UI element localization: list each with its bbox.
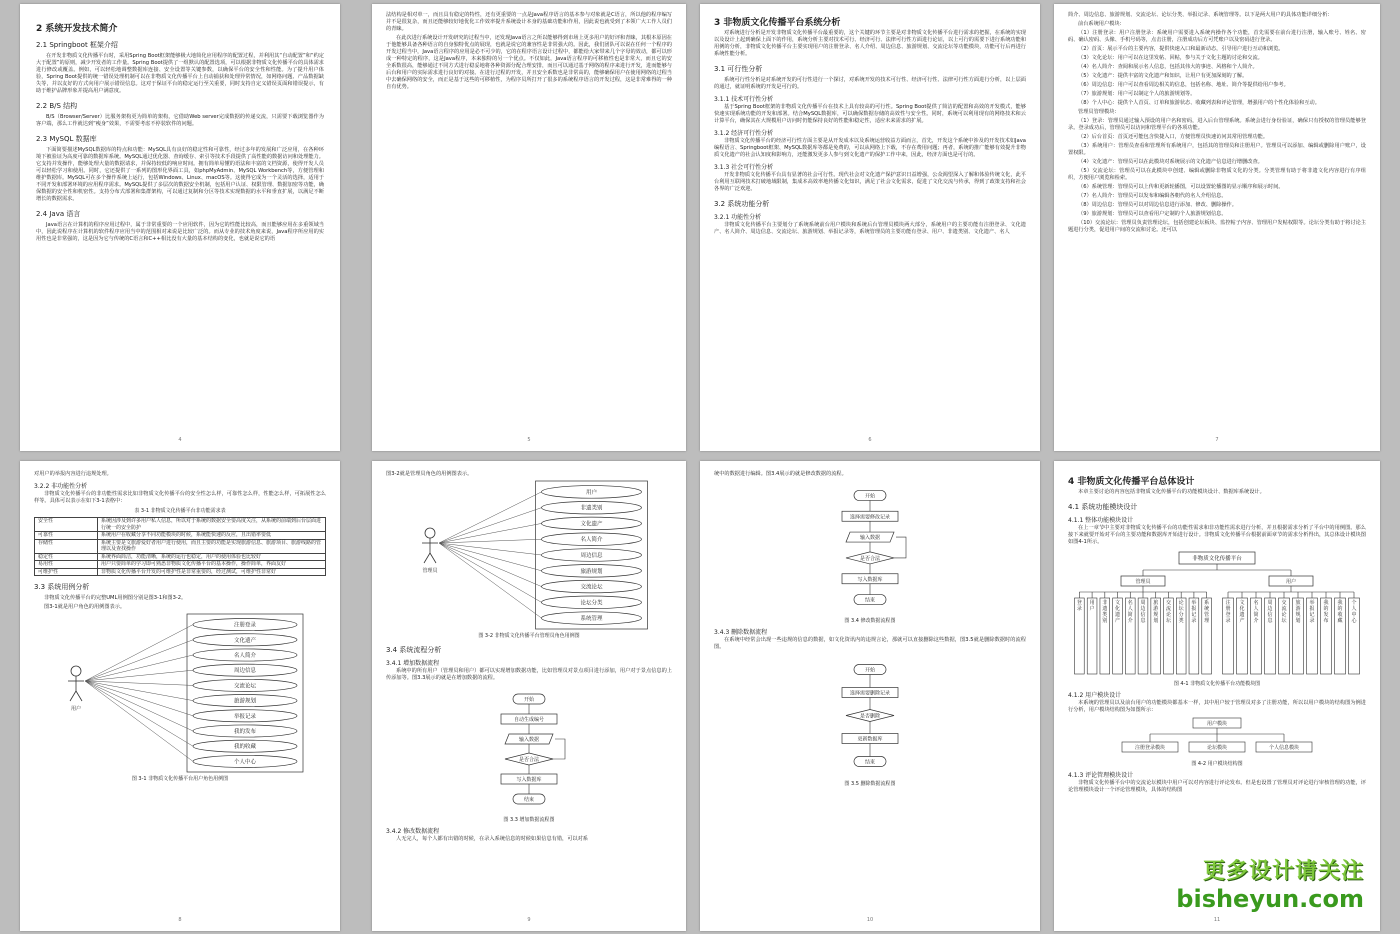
association-line: [439, 543, 542, 602]
figure-caption: 图 4-2 用户模块结构图: [1191, 761, 1243, 767]
association-line: [439, 492, 542, 543]
flow-label: 开始: [523, 697, 535, 703]
table-caption: 表 3-1 非物质文化传播平台非功能需求表: [134, 508, 226, 514]
usecase-label: 旅游规划: [233, 698, 257, 705]
table-cell-description: 系统用户在收藏分享不同功能模块的时候，系统能快速的反应，且出错率要低: [98, 532, 326, 540]
mini-leaf-label: 论坛模块: [1206, 745, 1228, 751]
list-paragraph: （3）系统用户：管理员查看和管理所有系统用户，包括其的管理员和注册用户。管理员可以添加、编辑或删除用户账户，设置权限。: [1068, 143, 1366, 156]
document-page-7: [700, 461, 1040, 931]
list-paragraph: （8）周边信息：管理员可以对周边信息进行添加、修改、删除操作。: [1078, 202, 1237, 208]
page-number: 5: [527, 437, 531, 443]
usecase-label: 交流论坛: [580, 584, 603, 591]
association-line: [439, 508, 542, 543]
list-paragraph: （7）名人简介：管理员可以发布和编辑各朝代的名人介绍信息。: [1078, 193, 1227, 199]
actor-leg: [76, 691, 82, 701]
usecase-label: 论坛分类: [580, 600, 603, 607]
section-title: 3.1 可行性分析: [714, 65, 763, 73]
table-cell-description: 系统界面简洁，功能清晰，系统的运行也稳定，用户的使用体验也比较好: [98, 553, 326, 561]
page-number: 4: [178, 437, 182, 443]
table-row: [35, 539, 326, 553]
flow-label: 结束: [864, 597, 876, 604]
module-figure: [1068, 548, 1366, 678]
tree-leaf-label: 举报记录: [1309, 600, 1315, 624]
flow-label: 是否合法: [859, 555, 881, 562]
figure-caption: 图 3.5 删除数据流程图: [844, 781, 896, 787]
association-line: [439, 543, 542, 587]
tree-leaf-label: 周边信息: [1267, 600, 1273, 624]
association-line: [439, 539, 542, 543]
figure-caption: 图 3-2 非物质文化传播平台管理员角色用例图: [478, 633, 580, 639]
usecase-label: 系统管理: [580, 616, 603, 623]
tree-leaf-label: 登录: [1076, 600, 1082, 612]
paragraph: 统中的数据进行编辑。图3.4展示的就是修改数据的流程。: [714, 471, 847, 477]
usecase-label: 个人中心: [233, 759, 257, 766]
list-paragraph: （1）注册登录：用户注册登录：系统用户需要进入系统内操作各个功能，首先需要在前台进行注册，输入账号、姓名、密码、确认密码、头像、手机号码等，点击注册，注册成功后方可凭账户以及密码进行登录。: [1068, 30, 1366, 43]
chapter-title: 2 系统开发技术简介: [36, 24, 118, 34]
flow-label: 输入数据: [518, 737, 540, 743]
usecase-label: 名人简介: [580, 537, 603, 544]
list-paragraph: （1）登录：管理员通过输入预设的用户名和密码，进入后台管理系统。系统会进行身份验证，确保只有授权的管理员能够登录。登录成功后，管理员可以访问和管理平台的各项功能。: [1068, 118, 1366, 131]
list-paragraph: 简介、周边信息、旅游规划、交流论坛、论坛分类、举报记录、系统管理等。以下是两大用户的具体功能详细分析：: [1068, 12, 1333, 18]
flow-label: 结束: [523, 797, 535, 803]
paragraph: 图3-2就是管理员角色的用例图表示。: [386, 471, 473, 477]
paragraph: 在上一章节中主要对非物质文化传播平台的功能性需求和非功能性需求进行分析，并且根据需求分析了平台中的用例图。那么接下来就要开始对平台的主要功能和数据库开始进行设计。非物质文化传播平台根据前面章节的需求分析得出，其总体设计模块图如图4-1所示。: [1068, 525, 1366, 545]
usecase-label: 举报记录: [233, 713, 257, 720]
list-paragraph: （5）文化遗产：提供丰富的文化遗产和知识，让用户有更加深刻的了解。: [1078, 73, 1248, 79]
tree-leaf-label: 周边信息: [1140, 600, 1146, 624]
paragraph: 对系统进行分析是开发非物质文化传播平台最重要的，这个关键的环节主要是对非物质文化传播平台进行需求的把握，在系统的实现以及设计上起到确保上面下的作用，系统分析主要对技术可行、经济可行、法律可行性方面进行论证，以上可行的需要下进行系统功能和用例的分析，非物质文化传播平台主要实现用户的注册登录、名人介绍、周边信息、旅游规划、交流论坛等功能模块，功能可行后再进行系统性能分析。: [714, 30, 1026, 57]
association-line: [85, 681, 193, 716]
flow-loop: [894, 537, 906, 558]
usecase-label: 周边信息: [233, 668, 257, 675]
table-cell-attribute: 可靠性: [35, 532, 98, 540]
list-paragraph: 管理员管理模块：: [1078, 109, 1120, 115]
add-data-flowchart: [459, 684, 599, 814]
requirements-table: [34, 517, 326, 576]
paragraph: 非物质文化传播平台的完整UML用例图分别是图3-1和图3-2。: [44, 595, 187, 601]
association-line: [85, 681, 193, 685]
list-paragraph: （6）系统管理：管理员可以上传和更新轮播图，可以设置轮播图的显示顺序和展示时间。: [1078, 184, 1284, 190]
subsection-title: 3.4.1 增加数据流程: [386, 660, 440, 667]
tree-root-label: 非物质文化传播平台: [1192, 556, 1242, 562]
paragraph: 非物质文化传播平台的经济可行性方面主要是从开发成本以及系统运营收益方面而言，首先，开发这个系统中涉及的开发技术如Java编程语言、Springboot框架、MySQL数据库等都是免费的，可以从网络上下载，不存在费用问题；再者，系统的推广能够有效提升非物质文化遗产的社会认知度和影响力，还能激发更多人参与到文化遗产的保护工作中来，因此，经济方面也是可行的。: [714, 138, 1026, 158]
chapter-title: 3 非物质文化传播平台系统分析: [714, 18, 841, 28]
list-paragraph: （6）周边信息：用户可以查看周边相关的信息，包括名称、地址、简介等提供给用户参考。: [1078, 82, 1289, 88]
user-module-figure: [1068, 716, 1366, 758]
list-paragraph: （4）名人简介：查阅和展示名人信息，包括其伟大的事迹、风格和个人简介。: [1078, 64, 1258, 70]
page-number: 7: [1215, 437, 1219, 443]
watermark-line1: 更多设计请关注: [1202, 859, 1364, 884]
usecase-label: 用户: [585, 489, 598, 496]
table-cell-attribute: 易用性: [35, 561, 98, 569]
usecase-label: 名人简介: [233, 653, 257, 659]
tree-leaf-label: 旅游规划: [1295, 600, 1301, 624]
flow-label: 自动生成编号: [513, 717, 545, 723]
subsection-title: 3.1.2 经济可行性分析: [714, 130, 774, 137]
list-paragraph: （9）旅游规划：管理员可以查看用户定制的个人旅游规划信息。: [1078, 211, 1227, 217]
document-page-3: [700, 4, 1040, 451]
table-row: [35, 553, 326, 561]
figure-caption: 图 3.4 修改数据流程图: [844, 618, 896, 624]
subsection-title: 3.1.3 社会可行性分析: [714, 164, 774, 171]
paragraph: 基于Spring Boot框架的非物质文化传播平台在技术上具有较高的可行性。Spring Boot提供了简洁的配置和高效的开发模式，能够快速实现系统功能的开发和部署。结合MySQL数据库，可以确保数据存储的高效性与安全性。同时，系统可以利用现有的网络技术和云计算平台，确保其在大规模用户访问时仍能保持良好的性能和稳定性，适应未来需求的扩展。: [714, 104, 1026, 124]
list-paragraph: （8）个人中心：提供个人首页、订单和旅游状态、收藏列表和评论管理，增强用户的个性化体验和互动。: [1078, 100, 1320, 106]
flow-label: 选择需要修改记录: [849, 514, 891, 521]
add-flow-figure: [386, 684, 672, 814]
user-module-diagram: [1117, 716, 1317, 758]
mini-root-label: 用户模块: [1206, 721, 1228, 727]
admin-usecase-diagram: [404, 480, 654, 630]
admin-usecase-figure: [386, 480, 672, 630]
paragraph: Java语言在计算机的程序应用过程中，属于非常重要的一个应用软件，因为它的性能比较高，而且能够应用在多重领域当中，因此说程序在计算机的软件程序应用当中的范围相对来说是比较广泛的。而从专业的技术角度来说，Java程序所应用的实用性也是非常强的，这是因为它与传统的C语言和C++相比没有大量的基本结构的变化，也就是说它的语: [36, 222, 324, 242]
subsection-title: 3.4.2 修改数据流程: [386, 828, 440, 835]
list-paragraph: （2）首页：展示平台的主要内容，提供快速入口和最新动态，引导用户进行互动和浏览。: [1078, 46, 1284, 52]
table-cell-attribute: 安全性: [35, 518, 98, 532]
tree-branch-label: 管理员: [1135, 579, 1151, 585]
flow-label: 是否删除: [859, 713, 881, 720]
paragraph: 在系统中经常会出现一些违规的信息的数据，如文化资讯内的违规言论，那就可以直接删除这些数据，图3.5就是删除数据时的流程图。: [714, 637, 1026, 650]
document-page-4: [1054, 4, 1380, 451]
table-row: [35, 568, 326, 576]
function-list: [1068, 12, 1366, 234]
paragraph: 非物质文化传播平台的非功能性需求比如非物质文化传播平台的安全性怎么样，可靠性怎么样，性能怎么样，可拓展性怎么样等。具体可以表示在如下3-1表格中：: [34, 491, 326, 504]
association-line: [85, 681, 193, 731]
tree-branch-label: 用户: [1285, 579, 1297, 585]
section-title: 2.4 Java 语言: [36, 210, 81, 218]
table-row: [35, 518, 326, 532]
table-cell-attribute: 稳定性: [35, 553, 98, 561]
flow-label: 开始: [864, 667, 876, 674]
association-line: [85, 670, 193, 681]
document-page-1: [20, 4, 340, 451]
tree-leaf-label: 系统管理: [1204, 600, 1210, 624]
list-paragraph: （2）后台首页：首页还可能包含快捷入口，方便管理员快速访问其常用管理功能。: [1078, 134, 1269, 140]
subsection-title: 3.2.2 非功能性分析: [34, 483, 88, 490]
usecase-label: 文化遗产: [233, 637, 257, 644]
paragraph: 本系统的管理员以及前台用户的功能模块都基本一样，其中用户较于管理员对多了注册功能，所以以用户模块的结构图为例进行分析，用户模块结构图为如图所示：: [1068, 700, 1366, 713]
section-title: 3.2 系统功能分析: [714, 200, 770, 208]
subsection-title: 4.1.1 整体功能模块设计: [1068, 517, 1134, 524]
tree-leaf-label: 用户: [1089, 600, 1095, 612]
paragraph: 在开发非物质文化传播平台时，采用Spring Boot框架能够极大地简化应用程序的配置过程，并利用其“自动配置”和“约定大于配置”的原则，减少开发者的工作量。Spring Boot提供了一组默认的配置选项，可以根据非物质文化传播平台的具体需求进行修改或覆盖。例如，可以轻松地调整数据库连接、安全设置等关键参数，以确保平台的安全性和性能。为了提升用户体验，Spring Boot提供的统一错误处理机制可以在非物质文化传播平台上自动捕获和处理异常情况，如网络问题、产品数据缺失等，并以友好的方式向用户展示错误信息。这对于保证平台的稳定运行至关重要，同时支持自定义错误页面和错误提示，有助于维护品牌形象并提高用户满意度。: [36, 53, 324, 94]
tree-leaf-label: 名人简介: [1127, 600, 1133, 624]
document-page-5: [20, 461, 340, 931]
edit-data-flowchart: [800, 480, 940, 615]
list-paragraph: （5）交流论坛：管理员可以在此模块中创建、编辑或删除非物质文化的分类。分类管理有助于将非遗文化内容进行有序组织，方便用户浏览和检索。: [1068, 168, 1366, 181]
usecase-label: 交流论坛: [233, 683, 257, 690]
figure-caption: 图 3-1 非物质文化传播平台用户角色用例图: [131, 776, 229, 782]
module-tree-diagram: [1069, 548, 1365, 678]
usecase-label: 我的收藏: [233, 744, 257, 751]
section-title: 2.3 MySQL 数据库: [36, 135, 97, 143]
association-line: [85, 655, 193, 681]
association-line: [439, 543, 542, 618]
figure-caption: 图 4-1 非物质文化传播平台功能模块图: [1173, 681, 1261, 687]
section-title: 2.2 B/S 结构: [36, 102, 78, 110]
page-number: 6: [868, 437, 872, 443]
usecase-label: 注册登录: [233, 622, 257, 629]
delete-data-flowchart: [800, 653, 940, 778]
table-row: [35, 561, 326, 569]
list-paragraph: （10）交流论坛：管理员负责管理论坛，包括创建论坛板块、监控帖子内容、管理用户发帖权限等。论坛分类有助于将讨论主题进行分类，促进用户间的交流和讨论。还可以: [1068, 220, 1366, 233]
tree-leaf-label: 旅游规划: [1153, 600, 1159, 624]
paragraph: 非物质文化传播平台中的交流论坛模块中用户可以对内容进行评论发布。但是也设置了管理员对评论进行审核管理的功能，评论管理模块设计一个评论管理模块，具体的结构图: [1068, 780, 1366, 793]
user-usecase-diagram: [50, 613, 310, 773]
document-page-8: [1054, 461, 1380, 931]
paragraph: 系统中的所有用户（管理员和用户）都可以实现增加数据功能，比如管理员对景点项目进行添加，用户对于景点信息的上传添加等。图3.3展示的就是在增加数据的流程。: [386, 668, 672, 681]
page-number: 8: [178, 917, 182, 923]
chapter-title: 4 非物质文化传播平台总体设计: [1068, 477, 1195, 487]
paragraph: 系统可行性分析是对系统开发的可行性进行一个探讨，对系统开发的技术可行性、经济可行性、法律可行性方面进行分析，以上层面的通过，就证明系统的开发是可行的。: [714, 77, 1026, 90]
paragraph: 在此次进行系统设计开发研究的过程当中，还发现Java语言之所以能够得到市场上更多用户的好评和青睐，其根本原因在于他能够具备各种语言的自身独特优点的展现，也就是说它的兼容性是非常强大的。因此，我们团队可以说在任何一个程序的开发过程当中，Java语言程序的应用是必不可少的，它的在程序语言设计过程中，都能给大家带来几个字母的效动，都可以形成一种特定的程序，这是Java程序，本来独特的另一个优点。不仅如此，Java语言程序的可移植性也是非常大，而且它的安全系数很高，能够通过不同方式进行稳妥地将各种资源分配合理安排，而且可以通过基于网络的程序来进行开发，进而能够与后台和用户的实际需求进行良好的对接。在进行过程的开发，并且安全系数也是非常高的，能够确保用户在使用网络的过程当中去确保网络的安全，而正是基于这些的可移植性，为程序员所打开了很多的系统程序语言的开发过程，这是非常难得的一种自有优势。: [386, 35, 672, 90]
tree-leaf-label: 文化遗产: [1239, 600, 1245, 624]
section-title: 3.3 系统用例分析: [34, 583, 90, 591]
usecase-label: 文化遗产: [580, 521, 603, 528]
watermark: [1176, 854, 1364, 913]
paragraph: 对用户的举报内容进行违规处理。: [34, 471, 112, 477]
tree-leaf-label: 交流论坛: [1165, 600, 1171, 624]
tree-leaf-label: 注册登录: [1225, 600, 1231, 624]
flow-label: 结束: [864, 759, 876, 766]
flow-label: 写入数据库: [516, 777, 542, 783]
tree-leaf-label: 交流论坛: [1281, 600, 1287, 624]
subsection-title: 4.1.3 评论管理模块设计: [1068, 772, 1134, 779]
tree-leaf-label: 论坛分类: [1178, 600, 1184, 624]
usecase-label: 我的发布: [233, 729, 257, 735]
tree-leaf-label: 文化遗产: [1115, 600, 1121, 624]
list-paragraph: （4）文化遗产：管理员可以在此模块对系统展示的文化遗产信息进行增删改查。: [1078, 159, 1263, 165]
association-line: [85, 625, 193, 681]
paragraph: 开发非物质文化传播平台具有显著的社会可行性。现代社会对文化遗产保护意识日益增强，公众渴望深入了解和体验传统文化，此平台利用互联网技术打破地域限制，集成本高效率地传播文化知识，满足了社会文化需求，促进了文化交流与传承，得到了政策支持和社会各界的广泛欢迎。: [714, 172, 1026, 192]
subsection-title: 3.1.1 技术可行性分析: [714, 96, 774, 103]
actor-leg: [430, 553, 436, 563]
flow-label: 输入数据: [859, 535, 881, 542]
list-paragraph: （3）文化论坛：用户可以在这里发帖、回帖，参与关于文化主题的讨论和交流。: [1078, 55, 1263, 61]
page-number: 9: [527, 917, 531, 923]
usecase-label: 旅游规划: [580, 568, 603, 575]
section-title: 4.1 系统功能模块设计: [1068, 503, 1138, 511]
actor-head: [71, 666, 81, 676]
delete-flow-figure: [714, 653, 1026, 778]
association-line: [85, 640, 193, 681]
paragraph: 法结构是相对单一，而且具有稳定的特性，还有更重要的一点是Java程序语言的基本参与对象就是C语言，所以他的程序编写并不是很复杂，而且还能够较好地优化工作效率提升系统设计本身的基础功能和作用，因此说也就受到了本领广大工作人员们的青睐。: [386, 12, 672, 32]
paragraph: 本章主要讨论的内容包括非物质文化传播平台的功能模块设计、数据库系统设计。: [1078, 489, 1265, 495]
association-line: [439, 523, 542, 543]
edit-flow-figure: [714, 480, 1026, 615]
tree-leaf-label: 我的发布: [1323, 600, 1329, 624]
list-paragraph: （7）旅游规划：用户可以制定个人的旅游规划等。: [1078, 91, 1196, 97]
figure-caption: 图 3.3 增加数据流程图: [503, 817, 555, 823]
tree-leaf-label: 举报记录: [1191, 600, 1197, 624]
actor-head: [425, 528, 435, 538]
paragraph: 非物质文化传播平台主要划分了系统系统前台用户模块和系统后台管理员模块两大部分，系统用户的主要功能有注册登录、文化遗产、名人简介、周边信息、交流论坛、旅游规划、举报记录等，系统管理员的主要功能有登录、用户、非遗类别、文化遗产、名人: [714, 222, 1026, 235]
actor-leg: [70, 691, 76, 701]
table-cell-description: 用户只要简单的学习即可熟悉非物质文化传播平台的基本操作，操作简单，界面友好: [98, 561, 326, 569]
association-line: [439, 543, 542, 555]
usecase-label: 非遗类别: [580, 505, 603, 512]
table-cell-attribute: 可维护性: [35, 568, 98, 576]
subsection-title: 3.4.3 删除数据流程: [714, 629, 768, 636]
paragraph: B/S（Browser/Server）比服务架构更为简单的架构，它借助Web server完成数据的传递交流，只需要下载浏览器作为客户端，那么工作就达到“瘦身”效果，不需要考虑不停装软件的问题。: [36, 114, 324, 127]
document-page-2: [372, 4, 686, 451]
actor-label: 管理员: [422, 568, 438, 574]
tree-leaf-label: 我的收藏: [1337, 600, 1343, 624]
mini-leaf-label: 注册登录模块: [1134, 745, 1166, 751]
table-cell-attribute: 存储性: [35, 539, 98, 553]
watermark-line2: bisheyun.com: [1176, 885, 1364, 913]
tree-leaf-label: 非遗类别: [1102, 600, 1108, 624]
paragraph: 人无完人，每个人都有出错的时候，在录入系统信息的时候如果信息有错，可以对系: [396, 836, 588, 842]
section-title: 2.1 Springboot 框架介绍: [36, 41, 118, 49]
flow-label: 是否合法: [518, 757, 540, 763]
tree-leaf-label: 个人中心: [1351, 600, 1357, 624]
subsection-title: 3.2.1 功能性分析: [714, 214, 762, 221]
table-cell-description: 系统主要是文旅游爱好者用户进行使用，而且主要的功能是实现旅游信息、旅游项目、旅游线路的管理以及查找操作: [98, 539, 326, 553]
mini-leaf-label: 个人信息模块: [1268, 745, 1300, 751]
user-usecase-figure: [34, 613, 326, 773]
page-number: 11: [1213, 917, 1221, 923]
subsection-title: 4.1.2 用户模块设计: [1068, 692, 1122, 699]
flow-loop: [553, 739, 565, 759]
flow-label: 选择需要删除记录: [849, 690, 891, 697]
association-line: [439, 543, 542, 571]
flow-label: 写入数据库: [857, 576, 883, 583]
section-title: 3.4 系统流程分析: [386, 646, 442, 654]
actor-leg: [424, 553, 430, 563]
flow-label: 更新数据库: [857, 736, 883, 743]
usecase-label: 周边信息: [580, 553, 603, 559]
paragraph: 图3-1就是用户角色的用例图表示。: [44, 604, 126, 610]
paragraph: 下面简要描述MySQL数据库的特点和功能：MySQL具有良好的稳定性和可靠性，经过多年的发展和广泛应用，在各种环境下被验证为高度可靠的数据库系统。MySQL通过优化器、查询缓存、索引等技术手段提供了高性能的数据访问和处理能力。它支持并发操作，能够处理大量的数据请求，并保持较低的响应时间。拥有简单易懂的语法和丰富的文档资源，使得开发人员可以轻松学习和使用。同时，它还提供了一系列的图形化界面工具，如phpMyAdmin、MySQL Workbench等，方便管理和维护数据库。MySQL可在多个操作系统上运行，包括Windows、Linux、macOS等。这使得它成为一个灵活的选择，适用于不同开发和部署环境的应用程序需求。MySQL提供了多层次的数据安全机制，包括用户认证、权限管理、数据加密等功能，确保数据的安全性和机密性。支持分布式部署和集群架构，可以通过复制和分区等技术实现数据的水平和垂直扩展，以满足不断增长的数据需求。: [36, 147, 324, 202]
page-number: 10: [866, 917, 874, 923]
document-page-6: [372, 461, 686, 931]
flow-label: 开始: [864, 493, 876, 500]
table-cell-description: 非物质文化传播平台开发的可维护性是非常重要的，经过测试，可维护性非常好: [98, 568, 326, 576]
tree-leaf-label: 名人简介: [1253, 600, 1259, 624]
table-row: [35, 532, 326, 540]
actor-label: 用户: [70, 706, 82, 712]
list-paragraph: 前台系统用户模块：: [1078, 21, 1125, 27]
table-cell-description: 系统因涉及到许多用户私人信息，所以对于系统的数据安全要高度关注，从系统的前端到后台层面进行统一的安全防护: [98, 518, 326, 532]
association-line: [85, 681, 193, 761]
